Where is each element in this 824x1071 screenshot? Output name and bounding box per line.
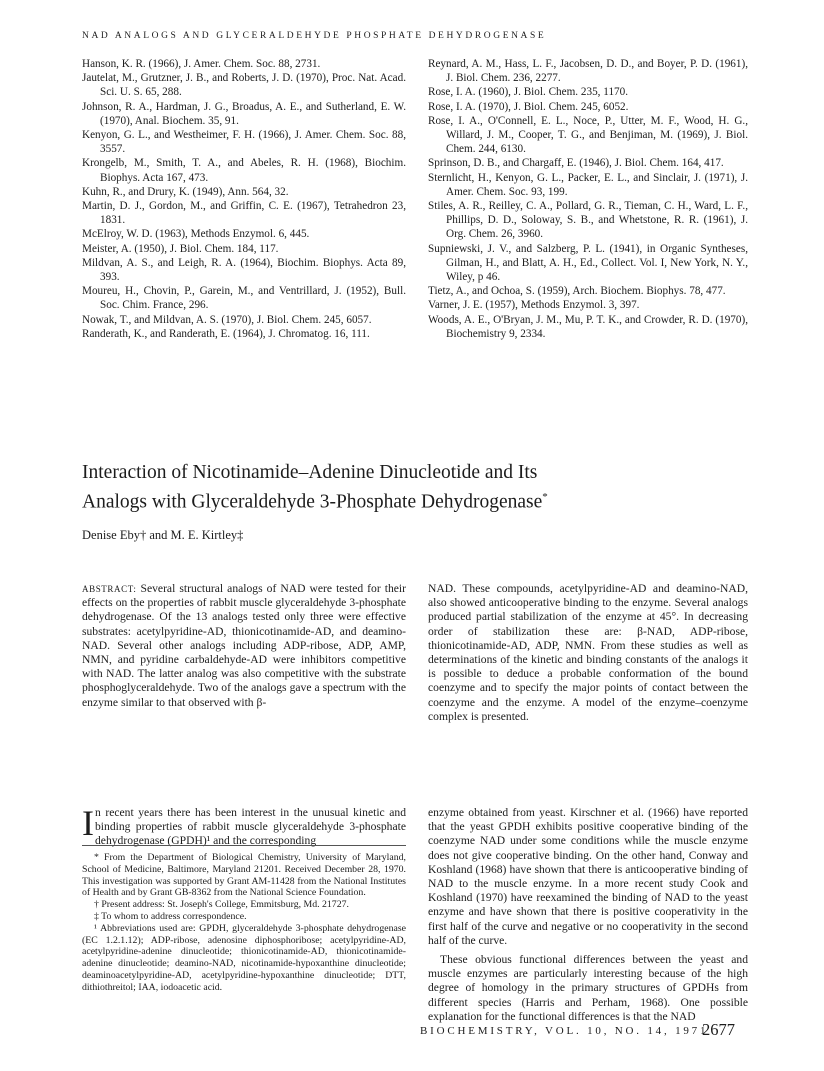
reference-entry: Kenyon, G. L., and Westheimer, F. H. (1966), J. Amer. Chem. Soc. 88, 3557.	[82, 129, 406, 156]
reference-entry: Rose, I. A. (1970), J. Biol. Chem. 245, 6052.	[428, 100, 629, 113]
reference-entry: Rose, I. A., O'Connell, E. L., Noce, P., Utter, M. F., Wood, H. G., Willard, J. M., Cooper, T. G., and Benjiman, M. (1969), J. Biol. Chem. 244, 6130.	[428, 114, 748, 156]
reference-entry: Varner, J. E. (1957), Methods Enzymol. 3, 397.	[428, 299, 640, 312]
body-paragraph-2: These obvious functional differences between the yeast and muscle enzymes are particularly interesting because of the high degree of homology in the primary structures of GPDHs from different species (Harris and Perham, 1968). One possible explanation for the functional differences is that the NAD	[428, 953, 748, 1023]
footnote-entry: * From the Department of Biological Chemistry, University of Maryland, School of Medicine, Baltimore, Maryland 21201. Received December 28, 1970. This investigation was supported by Grant AM-11428 from the National Institutes of Health and by Grant GB-8362 from the National Science Foundation.	[82, 852, 406, 899]
reference-entry: McElroy, W. D. (1963), Methods Enzymol. 6, 445.	[82, 228, 310, 241]
title-line-1: Interaction of Nicotinamide–Adenine Dinucleotide and Its	[82, 462, 538, 483]
reference-entry: Sprinson, D. B., and Chargaff, E. (1946), J. Biol. Chem. 164, 417.	[428, 157, 724, 170]
references-left-column	[82, 57, 406, 341]
reference-entry: Johnson, R. A., Hardman, J. G., Broadus, A. E., and Sutherland, E. W. (1970), Anal. Biochem. 35, 91.	[82, 100, 406, 127]
reference-entry: Reynard, A. M., Hass, L. F., Jacobsen, D. D., and Boyer, P. D. (1961), J. Biol. Chem. 236, 2277.	[428, 58, 748, 85]
abstract-text-left: Several structural analogs of NAD were tested for their effects on the properties of rabbit muscle glyceraldehyde 3-phosphate dehydrogenase. Of the 13 analogs tested only three were effective substrates: acetylpyridine-AD, thionicotinamide-AD, and deamino-NAD. Several other analogs including ADP-ribose, ADP, AMP, NMN, and pyridine carbaldehyde-AD were inhibitors competitive with NAD. The latter analog was also competitive with the substrate phosphoglyceraldehyde. Two of the analogs gave a spectrum with the enzyme similar to that observed with β-	[82, 582, 406, 709]
reference-entry: Rose, I. A. (1960), J. Biol. Chem. 235, 1170.	[428, 86, 629, 99]
footnote-rule	[82, 845, 406, 846]
reference-entry: Martin, D. J., Gordon, M., and Griffin, C. E. (1967), Tetrahedron 23, 1831.	[82, 200, 406, 227]
running-head: NAD ANALOGS AND GLYCERALDEHYDE PHOSPHATE DEHYDROGENASE	[82, 31, 547, 41]
abstract-label: ABSTRACT:	[82, 584, 137, 594]
footnote-entry: † Present address: St. Joseph's College, Emmitsburg, Md. 21727.	[94, 899, 349, 911]
references-right-column	[428, 57, 748, 341]
abstract-right: NAD. These compounds, acetylpyridine-AD and deamino-NAD, also showed anticooperative binding to the enzyme. Several analogs produced partial stabilization of the enzyme at 45°. In decreasing order of stabilization these are: β-NAD, ADP-ribose, thionicotinamide-AD, ADP, NMN. From these studies as well as determinations of the kinetic and binding constants of the analogs it is possible to deduce a probable conformation of the bound coenzyme and to specify the major points of contact between the coenzyme and the enzyme. A model of the enzyme–coenzyme complex is presented.	[428, 582, 748, 723]
footer-journal-citation: BIOCHEMISTRY, VOL. 10, NO. 14, 1971	[420, 1025, 709, 1037]
reference-entry: Hanson, K. R. (1966), J. Amer. Chem. Soc. 88, 2731.	[82, 58, 321, 70]
page-number: 2677	[702, 1020, 735, 1039]
title-footnote-mark: *	[542, 491, 548, 503]
reference-entry: Meister, A. (1950), J. Biol. Chem. 184, 117.	[82, 242, 279, 255]
footnote-entry: ‡ To whom to address correspondence.	[94, 910, 247, 922]
reference-entry: Nowak, T., and Mildvan, A. S. (1970), J. Biol. Chem. 245, 6057.	[82, 313, 372, 326]
authors: Denise Eby† and M. E. Kirtley‡	[82, 528, 244, 542]
body-left-column	[82, 803, 406, 849]
reference-entry: Jautelat, M., Grutzner, J. B., and Roberts, J. D. (1970), Proc. Nat. Acad. Sci. U. S. 65, 288.	[82, 72, 406, 99]
title-line-2-text: Analogs with Glyceraldehyde 3-Phosphate Dehydrogenase	[82, 491, 543, 513]
reference-entry: Krongelb, M., Smith, T. A., and Abeles, R. H. (1968), Biochim. Biophys. Acta 167, 473.	[82, 157, 406, 184]
body-text-left: n recent years there has been interest in the unusual kinetic and binding properties of rabbit muscle glyceraldehyde 3-phosphate dehydrogenase (GPDH)¹ and the corresponding	[95, 806, 406, 848]
drop-cap: I	[82, 803, 94, 843]
article-title	[82, 461, 682, 515]
reference-entry: Tietz, A., and Ochoa, S. (1959), Arch. Biochem. Biophys. 78, 477.	[428, 285, 726, 298]
body-right-column	[428, 806, 748, 1024]
reference-entry: Supniewski, J. V., and Salzberg, P. L. (1941), in Organic Syntheses, Gilman, H., and Blatt, A. H., Ed., Collect. Vol. I, New York, N. Y., Wiley, p 46.	[428, 242, 748, 284]
title-line-2	[82, 485, 682, 515]
abstract-left	[82, 582, 406, 710]
reference-entry: Sternlicht, H., Kenyon, G. L., Packer, E. L., and Sinclair, J. (1971), J. Amer. Chem. Soc. 93, 199.	[428, 171, 748, 198]
footnote-entry: ¹ Abbreviations used are: GPDH, glyceraldehyde 3-phosphate dehydrogenase (EC 1.2.1.12); ADP-ribose, adenosine diphosphoribose; acetylpyridine-AD, acetylpyridine-adenine dinucleotide; thionicotinamide-AD, thionicotinamide-adenine dinucleotide; deamino-NAD, nicotinamide-hypoxanthine dinucleotide; deaminoacetylpyridine-AD, acetylpyridine-hypoxanthine dinucleotide; DTT, dithiothreitol; IAA, iodoacetic acid.	[82, 922, 406, 993]
reference-entry: Woods, A. E., O'Bryan, J. M., Mu, P. T. K., and Crowder, R. D. (1970), Biochemistry 9, 2334.	[428, 313, 748, 340]
reference-entry: Randerath, K., and Randerath, E. (1964), J. Chromatog. 16, 111.	[82, 327, 370, 340]
footnotes	[82, 852, 406, 994]
reference-entry: Moureu, H., Chovin, P., Garein, M., and Ventrillard, J. (1952), Bull. Soc. Chim. France, 296.	[82, 285, 406, 312]
reference-entry: Stiles, A. R., Reilley, C. A., Pollard, G. R., Tieman, C. H., Ward, L. F., Phillips, D. D., Soloway, S. B., and Whetstone, R. R. (1961), J. Org. Chem. 26, 3960.	[428, 200, 748, 241]
reference-entry: Kuhn, R., and Drury, K. (1949), Ann. 564, 32.	[82, 185, 289, 198]
reference-entry: Mildvan, A. S., and Leigh, R. A. (1964), Biochim. Biophys. Acta 89, 393.	[82, 256, 406, 284]
body-paragraph-1: enzyme obtained from yeast. Kirschner et al. (1966) have reported that the yeast GPDH exhibits positive cooperative binding of the coenzyme NAD under some conditions while the muscle enzyme does not give cooperative binding. On the other hand, Conway and Koshland (1968) have shown that there is anticooperative binding of NAD to the muscle enzyme. In a more recent study Cook and Koshland (1970) have reexamined the binding of NAD to the yeast enzyme and have shown that there is positive cooperativity in the first half of the curve and negative or no cooperativity in the second half of the curve.	[428, 806, 748, 947]
